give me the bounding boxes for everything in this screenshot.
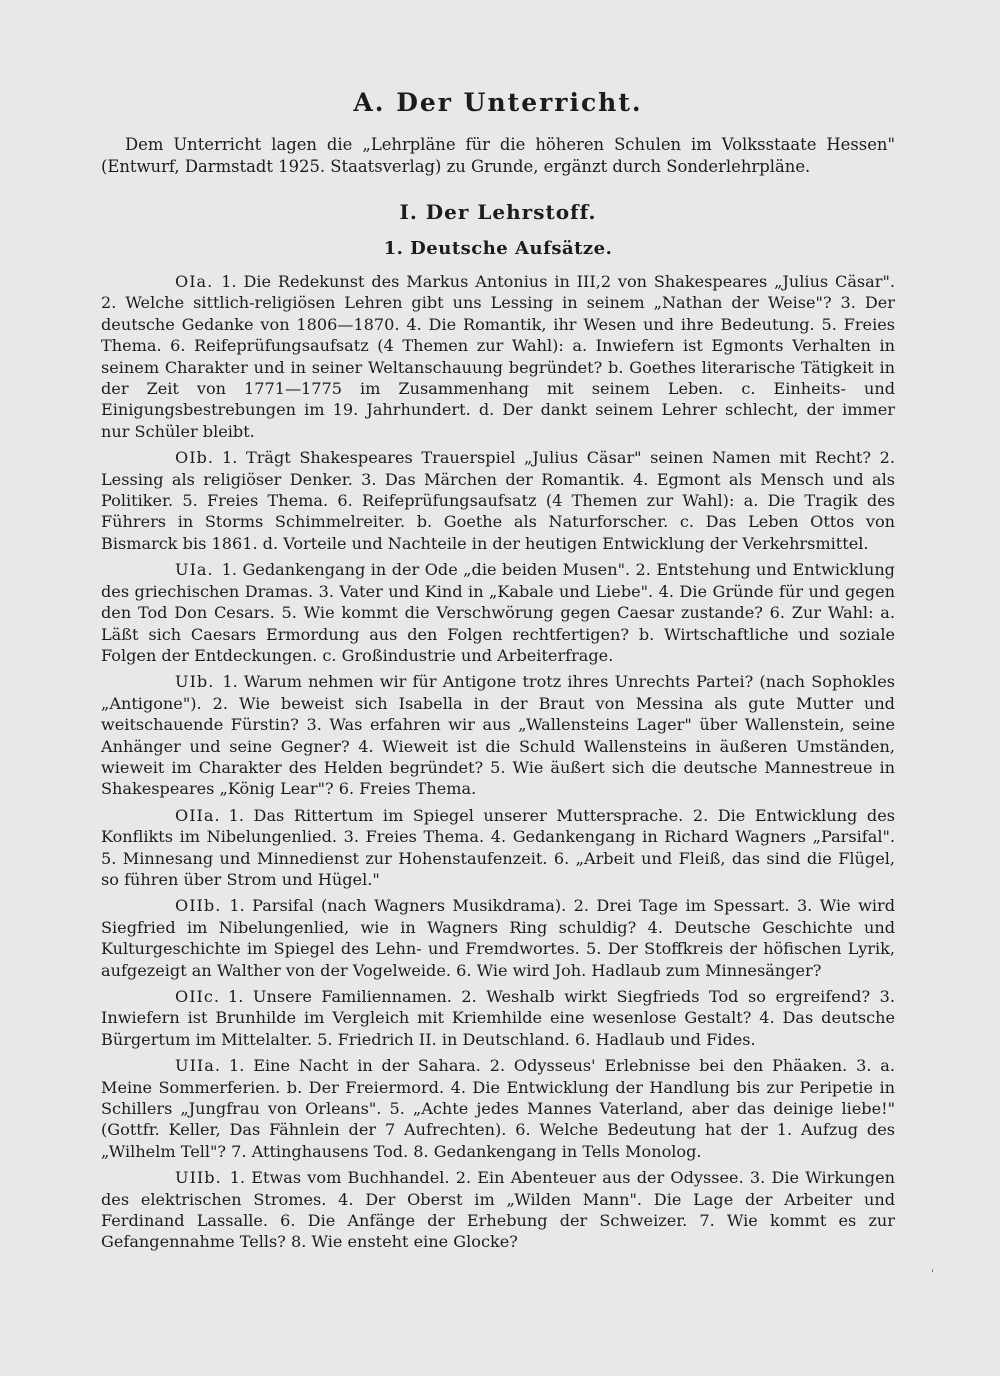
subsection-heading-aufsaetze: 1. Deutsche Aufsätze. [383,238,613,259]
entry-text: 1. Parsifal (nach Wagners Musikdrama). 2. Drei Tage im Spessart. 3. Wie wird Siegfried im Nibelungenlied, wie in Wagners Ring schuldig? 4. Deutsche Geschichte und Kulturgeschichte im Spiegel des Lehn- und Fremdwortes. 5. Der Stoffkreis der höfischen Lyrik, aufgezeigt an Walther von der Vogelweide. 6. Wie wird Joh. Hadlaub zum Minnesänger? [101,896,895,980]
entry-text: 1. Warum nehmen wir für Antigone trotz ihres Unrechts Partei? (nach Sophokles „Antigone"). 2. Wie beweist sich Isabella in der Braut von Messina als gute Mutter und weitschauende Fürstin? 3. Was erfahren wir aus „Wallensteins Lager" über Wallenstein, seine Anhänger und seine Gegner? 4. Wieweit ist die Schuld Wallensteins in äußeren Umständen, wieweit im Charakter des Helden begründet? 5. Wie äußert sich die deutsche Mannestreue in Shakespeares „König Lear"? 6. Freies Thema. [101,672,895,799]
grade-label: UIa. [175,560,214,580]
grade-label: UIb. [175,672,215,692]
entry-text: 1. Das Rittertum im Spiegel unserer Muttersprache. 2. Die Entwicklung des Konflikts im Nibelungenlied. 3. Freies Thema. 4. Gedankengang in Richard Wagners „Parsifal". 5. Minnesang und Minnedienst zur Hohenstaufenzeit. 6. „Arbeit und Fleiß, das sind die Flügel, so führen über Strom und Hügel." [101,805,895,889]
subsection-heading-lehrstoff: I. Der Lehrstoff. [399,200,597,224]
grade-label: UIIb. [175,1168,222,1188]
entry-oia [101,271,895,442]
grade-label: UIIa. [175,1056,221,1076]
entry-text: 1. Gedankengang in der Ode „die beiden Musen". 2. Entstehung und Entwicklung des griechischen Dramas. 3. Vater und Kind in „Kabale und Liebe". 4. Die Gründe für und gegen den Tod Don Cesars. 5. Wie kommt die Verschwörung gegen Caesar zustande? 6. Zur Wahl: a. Läßt sich Caesars Ermordung aus den Folgen rechtfertigen? b. Wirtschaftliche und soziale Folgen der Entdeckungen. c. Großindustrie und Arbeiterfrage. [101,560,895,665]
entry-oiic [101,986,895,1050]
entry-text: 1. Etwas vom Buchhandel. 2. Ein Abenteuer aus der Odyssee. 3. Die Wirkungen des elektrischen Stromes. 4. Der Oberst im „Wilden Mann". Die Lage der Arbeiter und Ferdinand Lassalle. 6. Die Anfänge der Erhebung der Schweizer. 7. Wie kommt es zur Gefangennahme Tells? 8. Wie ensteht eine Glocke? [101,1168,895,1252]
entry-oib [101,447,895,554]
entry-text: 1. Trägt Shakespeares Trauerspiel „Julius Cäsar" seinen Namen mit Recht? 2. Lessing als religiöser Denker. 3. Das Märchen der Romantik. 4. Egmont als Mensch und als Politiker. 5. Freies Thema. 6. Reifeprüfungsaufsatz (4 Themen zur Wahl): a. Die Tragik des Führers in Storms Schimmelreiter. b. Goethe als Naturforscher. c. Das Leben Ottos von Bismarck bis 1861. d. Vorteile und Nachteile in der heutigen Entwicklung der Verkehrsmittel. [101,448,895,553]
intro-paragraph: Dem Unterricht lagen die „Lehrpläne für die höheren Schulen im Volksstaate Hessen" (Entwurf, Darmstadt 1925. Staatsverlag) zu Grunde, ergänzt durch Sonderlehrpläne. [101,135,895,176]
entry-uib [101,671,895,799]
entry-uiia [101,1055,895,1162]
grade-label: OIb. [175,448,214,468]
grade-label: OIIc. [175,987,221,1006]
entry-oiia [101,805,895,891]
print-speck: ˈ [931,1268,935,1281]
grade-label: OIIb. [175,896,222,916]
grade-label: OIa. [175,272,214,291]
entry-text: 1. Die Redekunst des Markus Antonius in III,2 von Shakespeares „Julius Cäsar". 2. Welche sittlich-religiösen Lehren gibt uns Lessing in seinem „Nathan der Weise"? 3. Der deutsche Gedanke von 1806—1870. 4. Die Romantik, ihr Wesen und ihre Bedeutung. 5. Freies Thema. 6. Reifeprüfungsaufsatz (4 Themen zur Wahl): a. Inwiefern ist Egmonts Verhalten in seinem Charakter und in seiner Weltanschauung begründet? b. Goethes literarische Tätigkeit in der Zeit von 1771—1775 im Zusammenhang mit seinem Leben. c. Einheits- und Einigungsbestrebungen im 19. Jahrhundert. d. Der dankt seinem Lehrer schlecht, der immer nur Schüler bleibt. [101,272,895,441]
entry-text: 1. Eine Nacht in der Sahara. 2. Odysseus' Erlebnisse bei den Phäaken. 3. a. Meine Sommerferien. b. Der Freiermord. 4. Die Entwicklung der Handlung bis zur Peripetie in Schillers „Jungfrau von Orleans". 5. „Achte jedes Mannes Vaterland, aber das deinige liebe!" (Gottfr. Keller, Das Fähnlein der 7 Aufrechten). 6. Welche Bedeutung hat der 1. Aufzug des „Wilhelm Tell"? 7. Attinghausens Tod. 8. Gedankengang in Tells Monolog. [101,1056,895,1161]
entry-oiib [101,895,895,981]
grade-label: OIIa. [175,805,221,825]
entry-text: 1. Unsere Familiennamen. 2. Weshalb wirkt Siegfrieds Tod so ergreifend? 3. Inwiefern ist Brunhilde im Vergleich mit Kriemhilde eine wesenlose Gestalt? 4. Das deutsche Bürgertum im Mittelalter. 5. Friedrich II. in Deutschland. 6. Hadlaub und Fides. [101,987,895,1049]
section-heading-a: A. Der Unterricht. [353,88,643,117]
text-column [101,88,895,1258]
entry-uiib [101,1167,895,1253]
entry-uia [101,559,895,666]
